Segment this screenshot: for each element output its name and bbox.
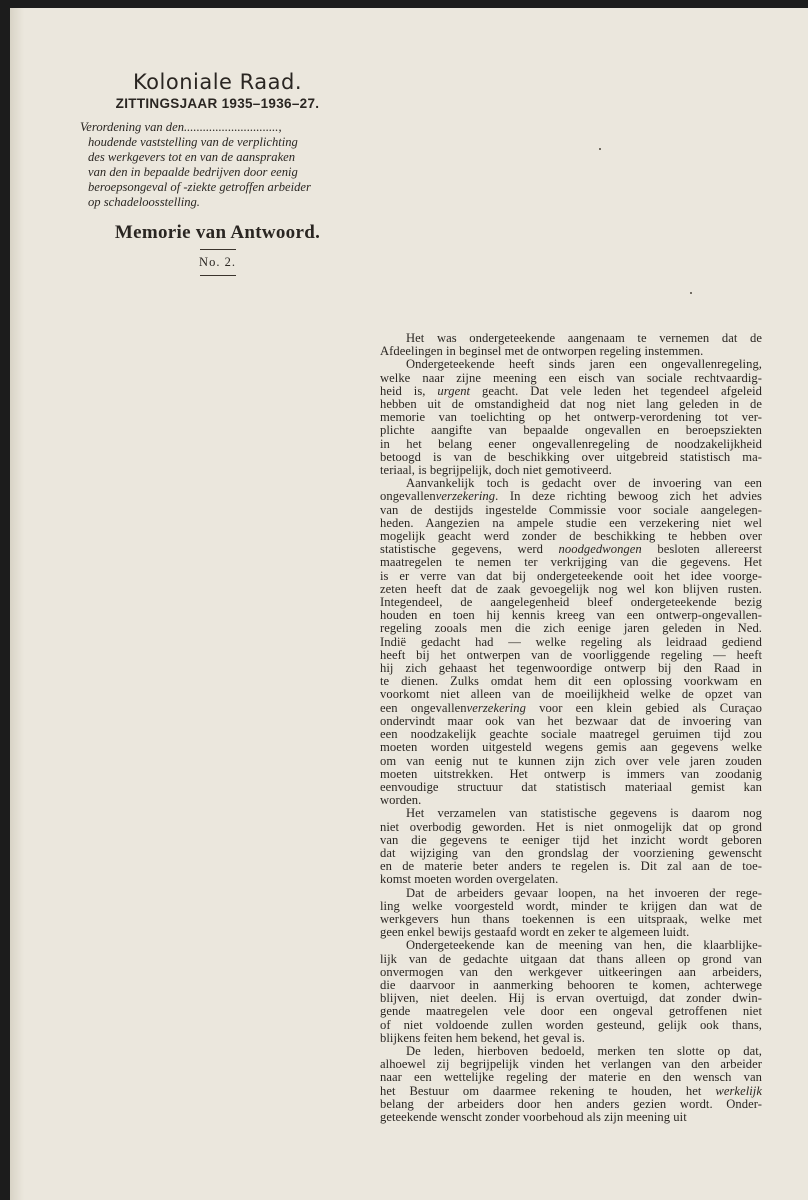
body-paragraph bbox=[380, 358, 762, 477]
text-line: of niet voldoende zullen worden gesteund, gelijk ook thans, bbox=[380, 1017, 762, 1032]
text-line: van die gegevens te eeniger tijd het inzicht wordt geboren bbox=[380, 832, 762, 847]
text-line: die daarvoor in aanmerking behooren te komen, achterwege bbox=[380, 977, 762, 992]
body-paragraph bbox=[380, 1045, 762, 1124]
text-line: Ondergeteekende kan de meening van hen, die klaarblijke- bbox=[406, 938, 762, 953]
text-line: ling welke voorgesteld wordt, minder te krijgen dan wat de bbox=[380, 898, 762, 913]
text-line: werkgevers hun thans toekennen is een uitspraak, welke met bbox=[380, 911, 762, 926]
text-line: is er verre van dat bij ondergeteekende ooit het idee voorge- bbox=[380, 568, 762, 583]
text-line: gende maatregelen vele door een ongeval getroffenen niet bbox=[380, 1004, 762, 1019]
text-line: te dienen. Zulks omdat hem dit een oplossing voorkwam en bbox=[380, 674, 762, 689]
text-line: hij zich gehaast het tegenwoordige ontwerp bij den Raad in bbox=[380, 661, 762, 676]
text-line: Dat de arbeiders gevaar loopen, na het invoeren der rege- bbox=[406, 885, 762, 900]
council-title: Koloniale Raad. bbox=[132, 70, 303, 94]
subject-line: Verordening van den.............................., bbox=[80, 120, 282, 134]
text-line: een noodzakelijk geachte sociale maatregel geruimen tijd zou bbox=[380, 727, 762, 742]
text-line: om van eenig nut te kunnen zijn zich over vele jaren zouden bbox=[380, 753, 762, 768]
text-line: regeling zooals men die zich eenige jaren geleden in Ned. bbox=[380, 621, 762, 636]
text-line: teriaal, is begrijpelijk, doch niet gemotiveerd. bbox=[380, 463, 612, 478]
text-line: houden en toen hij kennis kreeg van een ontwerp-ongevallen- bbox=[380, 608, 762, 623]
text-line: zeten heeft dat de zaak gevoegelijk nog wel kon blijven rusten. bbox=[380, 581, 762, 596]
text-line: Integendeel, de aangelegenheid bleef ondergeteekende bezig bbox=[380, 595, 762, 610]
text-line: van de destijds ingestelde Commissie voor sociale aangelegen- bbox=[380, 502, 762, 517]
text-line: Afdeelingen in beginsel met de ontworpen regeling instemmen. bbox=[380, 344, 704, 359]
page-gutter-shadow bbox=[10, 8, 24, 1200]
text-line: geen enkel bewijs gestaafd wordt en zeker te algemeen luidt. bbox=[380, 925, 690, 940]
emphasis: verzekering bbox=[435, 489, 496, 504]
text-line: Aanvankelijk toch is gedacht over de invoering van een bbox=[406, 476, 762, 491]
body-paragraph bbox=[380, 887, 762, 940]
print-speck bbox=[690, 292, 692, 294]
text-line: betoogd is van de beschikking over uitgebreid statistisch ma- bbox=[380, 449, 762, 464]
text-line: heden. Aangezien na ampele studie een verzekering niet wel bbox=[380, 515, 762, 530]
subject-line: op schadeloosstelling. bbox=[88, 195, 200, 209]
divider bbox=[200, 249, 236, 250]
document-page bbox=[10, 8, 808, 1200]
text-line: onvermogen van den werkgever uitkeeringen aan arbeiders, bbox=[380, 964, 762, 979]
text-line: belang der arbeiders door hen anders gezien wordt. Onder- bbox=[380, 1096, 762, 1111]
text-line: eenvoudige structuur dat statistisch materiaal gemist kan bbox=[380, 779, 762, 794]
subject-line: beroepsongeval of -ziekte getroffen arbeider bbox=[88, 180, 311, 194]
text-line: komst moeten worden overgelaten. bbox=[380, 872, 559, 887]
text-line: het Bestuur om daarmee rekening te houden, het werkelijk bbox=[380, 1083, 762, 1098]
text-line: niet overbodig geworden. Het is niet onmogelijk dat op grond bbox=[380, 819, 762, 834]
text-line: moeten worden uitgesteld wegens gemis aan gegevens welke bbox=[380, 740, 762, 755]
text-line: ongevallenverzekering. In deze richting bewoog zich het advies bbox=[380, 489, 762, 504]
text-line: blijkens feiten hem bekend, het geval is. bbox=[380, 1030, 585, 1045]
text-line: Het verzamelen van statistische gegevens is daarom nog bbox=[406, 806, 762, 821]
body-paragraph bbox=[380, 807, 762, 886]
document-number: No. 2. bbox=[199, 255, 236, 269]
text-line: geteekende wenscht zonder voorbehoud als zijn meening uit bbox=[380, 1109, 687, 1124]
print-speck bbox=[599, 148, 601, 150]
text-line: mogelijk geacht werd zonder de beschikking te hebben over bbox=[380, 529, 762, 544]
text-line: worden. bbox=[380, 793, 422, 808]
session-year: ZITTINGSJAAR 1935–1936–27. bbox=[115, 96, 320, 111]
body-paragraph bbox=[380, 332, 762, 358]
text-line: hebben uit de omstandigheid dat nog niet lang geleden in de bbox=[380, 397, 762, 412]
subject-line: van den in bepaalde bedrijven door eenig bbox=[88, 165, 298, 179]
text-line: plichte aangifte van bepaalde ongevallen en beroepsziekten bbox=[380, 423, 762, 438]
ordinance-subject bbox=[80, 120, 355, 210]
emphasis: verzekering bbox=[466, 700, 526, 715]
text-line: alhoewel zij begrijpelijk vinden het verlangen van den arbeider bbox=[380, 1057, 762, 1072]
text-line: en de materie beter anders te regelen is. Dit zal aan de toe- bbox=[380, 859, 762, 874]
body-paragraph bbox=[380, 477, 762, 807]
text-line: memorie van toelichting op het ontwerp-verordening tot ver- bbox=[380, 410, 762, 425]
subject-line: houdende vaststelling van de verplichting bbox=[88, 135, 298, 149]
divider bbox=[200, 275, 236, 276]
text-line: De leden, hierboven bedoeld, merken ten slotte op dat, bbox=[406, 1043, 762, 1058]
emphasis: werkelijk bbox=[715, 1083, 762, 1098]
text-line: ondervindt maar ook van het bezwaar dat de invoering van bbox=[380, 713, 762, 728]
text-line: lijk van de gedachte uitgaan dat thans alleen op grond van bbox=[380, 951, 762, 966]
text-line: moeten uitstrekken. Het ontwerp is immers van zoodanig bbox=[380, 766, 762, 781]
text-line: naar een wettelijke regeling der materie en den wensch van bbox=[380, 1070, 762, 1085]
text-line: Indië gedacht had — welke regeling als leidraad gediend bbox=[380, 634, 762, 649]
text-line: voorkomt niet alleen van de moeilijkheid welke de opzet van bbox=[380, 687, 762, 702]
text-line: Ondergeteekende heeft sinds jaren een ongevallenregeling, bbox=[406, 357, 762, 372]
text-line: in het belang eener ongevallenregeling de noodzakelijkheid bbox=[380, 436, 762, 451]
text-line: dat wijziging van den grondslag der voorziening gewenscht bbox=[380, 845, 762, 860]
document-title: Memorie van Antwoord. bbox=[114, 222, 321, 243]
text-line: heid is, urgent geacht. Dat vele leden het tegendeel afgeleid bbox=[380, 383, 762, 398]
text-line: Het was ondergeteekende aangenaam te vernemen dat de bbox=[406, 331, 762, 345]
text-line: statistische gegevens, werd noodgedwongen besloten allereerst bbox=[380, 542, 762, 557]
text-line: blijven, niet deelen. Hij is ervan overtuigd, dat zonder dwin- bbox=[380, 991, 762, 1006]
text-line: een ongevallenverzekering voor een klein gebied als Curaçao bbox=[380, 700, 762, 715]
text-line: heeft bij het ontwerpen van de voorliggende regeling — heeft bbox=[380, 647, 762, 662]
body-paragraph bbox=[380, 939, 762, 1045]
emphasis: noodgedwongen bbox=[558, 542, 642, 557]
emphasis: urgent bbox=[437, 383, 471, 398]
subject-line: des werkgevers tot en van de aanspraken bbox=[88, 150, 296, 164]
text-line: welke naar zijne meening een eisch van sociale rechtvaardig- bbox=[380, 370, 762, 385]
document-header bbox=[80, 68, 355, 281]
text-line: maatregelen te nemen ter verkrijging van die gegevens. Het bbox=[380, 555, 762, 570]
memorandum-body bbox=[380, 332, 762, 1124]
